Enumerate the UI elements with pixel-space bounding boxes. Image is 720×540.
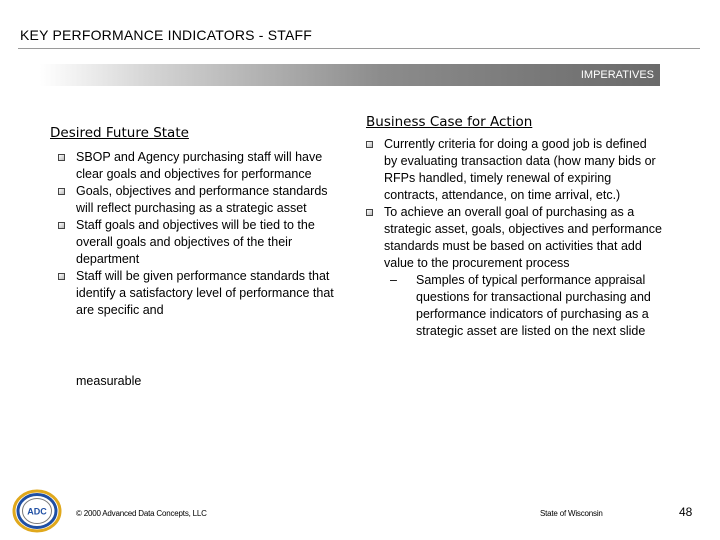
left-bullet-list xyxy=(58,149,348,319)
page-number: 48 xyxy=(679,505,693,519)
trailing-text: measurable xyxy=(76,374,142,388)
list-item xyxy=(366,204,662,340)
list-item xyxy=(58,183,348,217)
right-column-heading: Business Case for Action xyxy=(366,114,533,130)
checkbox-bullet-icon xyxy=(366,141,373,148)
list-item xyxy=(58,217,348,268)
checkbox-bullet-icon xyxy=(366,209,373,216)
list-item-text: Staff goals and objectives will be tied to the overall goals and objectives of the their department xyxy=(76,218,315,266)
list-item-text: Goals, objectives and performance standards will reflect purchasing as a strategic asset xyxy=(76,184,328,215)
checkbox-bullet-icon xyxy=(58,222,65,229)
right-bullet-list xyxy=(366,136,662,340)
list-item-text: Staff will be given performance standards that identify a satisfactory level of performance that are specific and xyxy=(76,269,334,317)
client-name: State of Wisconsin xyxy=(540,509,603,518)
list-item-text: To achieve an overall goal of purchasing as a strategic asset, goals, objectives and performance standards must be based on activities that add value to the procurement process xyxy=(384,205,662,270)
checkbox-bullet-icon xyxy=(58,273,65,280)
adc-logo xyxy=(12,489,62,533)
imperatives-band xyxy=(40,64,660,86)
list-item xyxy=(366,136,662,204)
checkbox-bullet-icon xyxy=(58,188,65,195)
title-divider xyxy=(18,48,700,49)
list-item-text: Currently criteria for doing a good job is defined by evaluating transaction data (how many bids or RFPs handled, timely renewal of expiring contracts, attendance, on time arrival, etc.) xyxy=(384,137,656,202)
list-item xyxy=(58,149,348,183)
dash-bullet: – xyxy=(390,273,397,287)
sub-list-item xyxy=(384,272,662,340)
copyright-text: © 2000 Advanced Data Concepts, LLC xyxy=(76,509,207,518)
left-column-heading: Desired Future State xyxy=(50,125,189,141)
band-label: IMPERATIVES xyxy=(580,69,654,81)
slide-title: KEY PERFORMANCE INDICATORS - STAFF xyxy=(20,27,313,43)
list-item xyxy=(58,268,348,319)
sub-item-text: Samples of typical performance appraisal questions for transactional purchasing and performance indicators of purchasing as a strategic asset are listed on the next slide xyxy=(416,273,651,338)
logo-text: ADC xyxy=(27,506,47,517)
checkbox-bullet-icon xyxy=(58,154,65,161)
list-item-text: SBOP and Agency purchasing staff will have clear goals and objectives for performance xyxy=(76,150,323,181)
